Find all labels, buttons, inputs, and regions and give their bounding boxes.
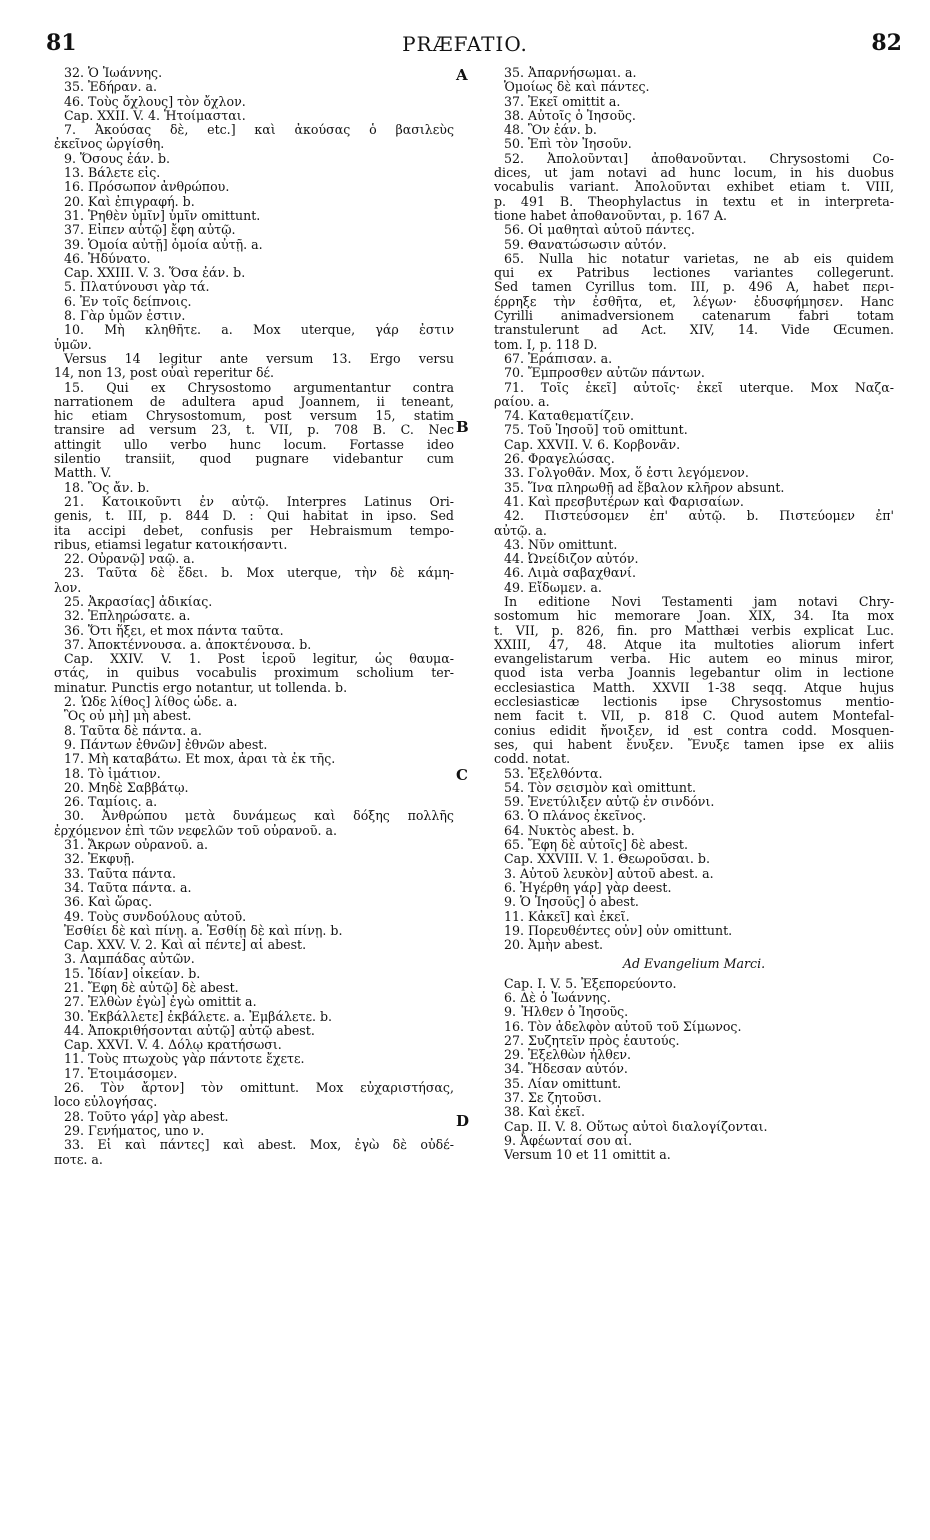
right-column-line: ραίου. a.: [494, 394, 550, 409]
right-column-line: t. VII, p. 826, fin. pro Matthæi verbis explicat Luc.: [494, 623, 894, 638]
right-column-line: 71. Τοῖς ἐκεῖ] αὐτοῖς· ἐκεῖ uterque. Mox Ναζα-: [504, 380, 894, 395]
left-column-line: 27. Ἐλθὼν ἐγὼ] ἐγὼ omittit a.: [64, 995, 257, 1010]
right-column-line: 46. Λιμὰ σαβαχθανί.: [504, 566, 636, 581]
right-column-line: Ad Evangelium Marci.: [622, 956, 766, 972]
left-column-line: 22. Οὐρανῷ] ναῷ. a.: [64, 552, 195, 567]
right-column-line: 65. Nulla hic notatur varietas, ne ab eis quidem: [504, 251, 894, 266]
right-column-line: Versum 10 et 11 omittit a.: [504, 1148, 671, 1163]
left-column-line: 8. Γὰρ ὑμῶν ἐστιν.: [64, 309, 186, 324]
left-column-line: 18. Ὃς ἄν. b.: [64, 480, 150, 495]
right-column-line: 75. Τοῦ Ἰησοῦ] τοῦ omittunt.: [504, 423, 688, 438]
right-column-line: 64. Νυκτὸς abest. b.: [504, 823, 635, 838]
left-column-line: 26. Τὸν ἄρτον] τὸν omittunt. Mox εὐχαριστήσας,: [64, 1081, 454, 1096]
right-column-line: 3. Αὐτοῦ λευκὸν] αὐτοῦ abest. a.: [504, 866, 714, 881]
right-column-line: 44. Ὠνείδιζον αὐτόν.: [504, 552, 639, 567]
left-column-line: 32. Ἐκφυῇ.: [64, 852, 135, 867]
right-column-line: codd. notat.: [494, 752, 571, 767]
left-column-line: minatur. Punctis ergo notantur, ut tollenda. b.: [54, 680, 348, 695]
page-number-right: 82: [871, 30, 902, 56]
right-column-line: 50. Ἐπὶ τὸν Ἰησοῦν.: [504, 137, 632, 152]
left-column-line: Cap. XXII. V. 4. Ἡτοίμασται.: [64, 108, 246, 123]
right-column-line: 34. Ἤδεσαν αὐτόν.: [504, 1062, 628, 1077]
right-column-line: ecclesiastica Matth. XXVII 1-38 seqq. Atque hujus: [494, 680, 894, 695]
left-column-line: 20. Καὶ ἐπιγραφή. b.: [64, 194, 195, 209]
left-column-line: 3. Λαμπάδας αὐτῶν.: [64, 952, 195, 967]
right-column-line: quod ista verba Joannis legebantur olim in lectione: [494, 666, 894, 681]
margin-marker-d: D: [456, 1112, 470, 1130]
left-column-line: 31. Ἄκρων οὐρανοῦ. a.: [64, 838, 209, 853]
left-column-line: attingit ullo verbo hunc locum. Fortasse ideo: [54, 437, 454, 452]
right-column-line: nem facit t. VII, p. 818 C. Quod autem Montefal-: [494, 709, 894, 724]
right-column-line: p. 491 B. Theophylactus in textu et in interpreta-: [494, 194, 894, 209]
right-column-line: 42. Πιστεύσομεν ἐπ' αὐτῷ. b. Πιστεύομεν ἐπ': [504, 509, 894, 524]
right-column-line: Cap. I. V. 5. Ἐξεπορεύοντο.: [504, 976, 677, 991]
left-column-line: ἐκεῖνος ὠργίσθη.: [54, 137, 165, 152]
right-column-line: 56. Οἱ μαθηταὶ αὐτοῦ πάντες.: [504, 223, 695, 238]
right-column-line: 6. Δὲ ὁ Ἰωάννης.: [504, 991, 611, 1005]
right-column-line: 70. Ἔμπροσθεν αὐτῶν πάντων.: [504, 366, 705, 381]
left-column-line: 37. Ἀποκτέννουσα. a. ἀποκτένουσα. b.: [64, 637, 312, 652]
left-column-line: στάς, in quibus vocabulis proximum scholium ter-: [54, 666, 454, 681]
right-column-line: Cap. II. V. 8. Οὕτως αὐτοὶ διαλογίζονται.: [504, 1119, 768, 1134]
left-column-line: transire ad versum 23, t. VII, p. 708 B. C. Nec: [54, 423, 454, 438]
right-column-line: 54. Τὸν σεισμὸν καὶ omittunt.: [504, 780, 697, 795]
page-number-left: 81: [46, 30, 77, 56]
right-column-line: 38. Αὐτοῖς ὁ Ἰησοῦς.: [504, 108, 636, 123]
right-column-line: 53. Ἐξελθόντα.: [504, 766, 603, 781]
right-column-line: ecclesiasticæ lectionis ipse Chrysostomus mentio-: [494, 695, 894, 710]
left-column-line: 31. Ῥηθὲν ὑμῖν] ὑμῖν omittunt.: [64, 208, 261, 223]
left-column-line: ἐρχόμενον ἐπὶ τῶν νεφελῶν τοῦ οὐρανοῦ. a.: [54, 823, 338, 838]
right-column-line: 33. Γολγοθᾶν. Mox, ὅ ἐστι λεγόμενον.: [504, 466, 749, 481]
right-column-line: 26. Φραγελώσας.: [504, 452, 615, 467]
left-column-line: 29. Γενήματος, uno ν.: [64, 1123, 205, 1138]
left-column-line: Ὃς οὐ μὴ] μὴ abest.: [64, 709, 192, 724]
left-column-line: 2. Ὧδε λίθος] λίθος ὧδε. a.: [64, 695, 238, 710]
left-column-line: 21. Ἔφη δὲ αὐτῷ] δὲ abest.: [64, 981, 239, 995]
left-column-line: 17. Μὴ καταβάτω. Et mox, ἆραι τὰ ἐκ τῆς.: [64, 752, 336, 767]
right-column-line: 49. Εἴδωμεν. a.: [504, 580, 602, 595]
left-column-line: 30. Ἀνθρώπου μετὰ δυνάμεως καὶ δόξης πολλῆς: [64, 809, 454, 824]
right-column-line: 11. Κἀκεῖ] καὶ ἐκεῖ.: [504, 909, 630, 924]
left-column-line: 13. Βάλετε εἰς.: [64, 166, 161, 181]
right-column-line: 20. Ἀμὴν abest.: [504, 938, 604, 953]
margin-marker-c: C: [456, 766, 468, 784]
right-column-line: 59. Θανατώσωσιν αὐτόν.: [504, 237, 667, 252]
right-column: [494, 66, 894, 1163]
left-column-line: 9. Ὅσους ἐάν. b.: [64, 151, 171, 166]
left-column-line: 32. Ἐπληρώσατε. a.: [64, 609, 191, 624]
right-column-line: 9. Ἦλθεν ὁ Ἰησοῦς.: [504, 1005, 629, 1020]
right-column-line: sostomum hic memorare Joan. XIX, 34. Ita mox: [494, 609, 894, 624]
left-column-line: 33. Εἰ καὶ πάντες] καὶ abest. Mox, ἐγὼ δὲ οὐδέ-: [64, 1138, 454, 1153]
left-column-line: 33. Ταῦτα πάντα.: [64, 866, 176, 881]
left-column-line: 39. Ὁμοία αὐτῇ] ὁμοία αὐτῇ. a.: [64, 237, 263, 252]
left-column-line: 36. Καὶ ὥρας.: [64, 895, 153, 910]
left-column-line: narrationem de adultera apud Joannem, ii teneant,: [54, 394, 454, 409]
left-column-line: 11. Τοὺς πτωχοὺς γὰρ πάντοτε ἔχετε.: [64, 1052, 305, 1067]
left-column-line: 9. Πάντων ἐθνῶν] ἐθνῶν abest.: [64, 737, 268, 752]
right-column-line: 35. Ἵνα πληρωθῇ ad ἔβαλον κλῆρον absunt.: [504, 480, 785, 495]
left-column-line: ribus, etiamsi legatur κατοικήσαντι.: [54, 537, 288, 552]
right-column-line: 52. Ἀπολοῦνται] ἀποθανοῦνται. Chrysostomi Co-: [504, 151, 894, 166]
left-column-line: λον.: [54, 580, 82, 595]
left-column-line: genis, t. III, p. 844 D. : Qui habitat in ipso. Sed: [54, 509, 454, 524]
right-column-line: dices, ut jam notavi ad hunc locum, in his duobus: [494, 166, 894, 181]
right-column-line: transtulerunt ad Act. XIV, 14. Vide Œcumen.: [494, 323, 894, 338]
right-column-line: 6. Ἠγέρθη γάρ] γὰρ deest.: [504, 880, 672, 895]
left-column-line: Cap. XXIV. V. 1. Post ἱεροῦ legitur, ὡς θαυμα-: [64, 652, 454, 667]
left-column-line: 7. Ἀκούσας δὲ, etc.] καὶ ἀκούσας ὁ βασιλεὺς: [64, 123, 454, 138]
right-column-line: 67. Ἐράπισαν. a.: [504, 351, 613, 366]
left-column-line: 30. Ἐκβάλλετε] ἐκβάλετε. a. Ἐμβάλετε. b.: [64, 1009, 333, 1024]
right-column-line: conius edidit ἤνοιξεν, id est contra codd. Mosquen-: [494, 723, 894, 738]
right-column-line: In editione Novi Testamenti jam notavi Chry-: [504, 594, 894, 609]
right-column-line: qui ex Patribus lectiones variantes collegerunt.: [494, 266, 894, 281]
right-column-line: 16. Τὸν ἀδελφὸν αὐτοῦ τοῦ Σίμωνος.: [504, 1019, 742, 1034]
right-column-line: tom. I, p. 118 D.: [494, 337, 598, 352]
running-title: PRÆFATIO.: [402, 32, 528, 56]
left-column-line: 20. Μηδὲ Σαββάτῳ.: [64, 780, 189, 795]
right-column-line: Cap. XXVIII. V. 1. Θεωροῦσαι. b.: [504, 852, 710, 867]
right-column-line: 35. Λίαν omittunt.: [504, 1076, 622, 1091]
left-column-line: ὑμῶν.: [54, 337, 92, 352]
right-column-line: αὐτῷ. a.: [494, 523, 547, 538]
right-column-line: 38. Καὶ ἐκεῖ.: [504, 1105, 585, 1120]
left-column-line: 46. Τοὺς ὄχλους] τὸν ὄχλον.: [64, 94, 246, 109]
right-column-line: tione habet ἀποθανοῦνται, p. 167 A.: [494, 208, 728, 223]
left-column-line: Matth. V.: [54, 466, 112, 481]
left-column-line: 6. Ἐν τοῖς δείπνοις.: [64, 294, 192, 309]
right-column-line: 74. Καταθεματίζειν.: [504, 409, 635, 424]
left-column-line: 21. Κατοικοῦντι ἐν αὐτῷ. Interpres Latinus Ori-: [64, 494, 454, 509]
left-column-line: 15. Qui ex Chrysostomo argumentantur contra: [64, 380, 454, 395]
left-column-line: 15. Ἰδίαν] οἰκείαν. b.: [64, 966, 201, 981]
right-column-line: 63. Ὁ πλάνος ἐκεῖνος.: [504, 809, 647, 824]
left-column-line: 49. Τοὺς συνδούλους αὐτοῦ.: [64, 909, 247, 924]
left-column-line: ita accipi debet, confusis per Hebraismum tempo-: [54, 523, 454, 538]
right-column-line: 27. Συζητεῖν πρὸς ἑαυτούς.: [504, 1033, 680, 1048]
left-column-line: Cap. XXV. V. 2. Καὶ αἱ πέντε] αἱ abest.: [64, 938, 307, 953]
left-column-line: silentio transiit, quod pugnare videbantur cum: [54, 452, 454, 467]
left-column-line: ποτε. a.: [54, 1152, 103, 1167]
left-column-line: 14, non 13, post οὐαὶ reperitur δέ.: [54, 366, 275, 381]
right-column-line: XXIII, 47, 48. Atque ita multoties aliorum infert: [494, 637, 894, 652]
right-column-line: Cyrilli animadversionem catenarum fabri totam: [494, 309, 894, 324]
right-column-line: 43. Νῦν omittunt.: [504, 537, 618, 552]
left-column-line: 26. Ταμίοις. a.: [64, 795, 158, 810]
left-column-line: 10. Μὴ κληθῆτε. a. Mox uterque, γάρ ἐστιν: [64, 323, 454, 338]
left-column-line: 34. Ταῦτα πάντα. a.: [64, 880, 192, 895]
right-column-line: 37. Ἐκεῖ omittit a.: [504, 94, 621, 109]
margin-marker-b: B: [456, 418, 469, 436]
left-column-line: 18. Τὸ ἱμάτιον.: [64, 766, 161, 781]
left-column: [54, 66, 454, 1167]
right-column-line: 41. Καὶ πρεσβυτέρων καὶ Φαρισαίων.: [504, 494, 744, 509]
left-column-line: Cap. XXVI. V. 4. Δόλῳ κρατήσωσι.: [64, 1038, 282, 1053]
right-column-line: έρρηξε τὴν ἐσθῆτα, et, λέγων· ἐδυσφήμησεν. Hanc: [494, 294, 894, 309]
right-column-line: ses, qui habent ἔνυξεν. Ἔνυξε tamen ipse ex aliis: [494, 737, 894, 752]
right-column-line: 29. Ἐξελθὼν ἦλθεν.: [504, 1048, 632, 1063]
left-column-line: 36. Ὅτι ἥξει, et mox πάντα ταῦτα.: [64, 623, 284, 638]
left-column-line: 28. Τοῦτο γάρ] γὰρ abest.: [64, 1109, 229, 1124]
left-column-line: 5. Πλατύνουσι γὰρ τά.: [64, 280, 210, 295]
left-column-line: 23. Ταῦτα δὲ ἔδει. b. Mox uterque, τὴν δὲ κάμη-: [64, 566, 454, 581]
left-column-line: Ἐσθίει δὲ καὶ πίνῃ. a. Ἐσθίῃ δὲ καὶ πίνῃ. b.: [64, 923, 343, 938]
right-column-line: 19. Πορευθέντες οὖν] οὖν omittunt.: [504, 923, 733, 938]
left-column-line: 25. Ἀκρασίας] ἀδικίας.: [64, 594, 213, 609]
left-column-line: Cap. XXIII. V. 3. Ὅσα ἐάν. b.: [64, 266, 246, 281]
left-column-line: Versus 14 legitur ante versum 13. Ergo versu: [64, 351, 454, 366]
right-column-line: Ὁμοίως δὲ καὶ πάντες.: [504, 80, 650, 95]
right-column-line: 48. Ὃν ἐάν. b.: [504, 123, 597, 138]
right-column-line: evangelistarum verba. Hic autem eo minus miror,: [494, 652, 894, 667]
right-column-line: 59. Ἐνετύλιξεν αὐτῷ ἐν σινδόνι.: [504, 795, 715, 810]
right-column-line: 37. Σε ζητοῦσι.: [504, 1091, 602, 1106]
right-column-line: 9. Ἀφέωνταί σου αἱ.: [504, 1133, 633, 1148]
right-column-line: vocabulis variant. Ἀπολοῦνται exhibet etiam t. VIII,: [494, 180, 894, 195]
right-column-line: 35. Ἀπαρνήσωμαι. a.: [504, 66, 637, 80]
right-column-line: 65. Ἔφη δὲ αὐτοῖς] δὲ abest.: [504, 838, 688, 853]
right-column-line: Cap. XXVII. V. 6. Κορβονᾶν.: [504, 437, 681, 452]
page-header: [0, 30, 930, 60]
left-column-line: 35. Ἐδήραν. a.: [64, 80, 157, 95]
left-column-line: 44. Ἀποκριθήσονται αὐτῷ] αὐτῷ abest.: [64, 1023, 315, 1038]
left-column-line: hic etiam Chrysostomum, post versum 15, statim: [54, 409, 454, 424]
left-column-line: 32. Ὁ Ἰωάννης.: [64, 66, 163, 80]
left-column-line: 8. Ταῦτα δὲ πάντα. a.: [64, 723, 202, 738]
left-column-line: 16. Πρόσωπον ἀνθρώπου.: [64, 180, 230, 195]
left-column-line: loco εὐλογήσας.: [54, 1095, 158, 1110]
right-column-line: 9. Ὁ Ἰησοῦς] ὁ abest.: [504, 895, 639, 910]
left-column-line: 17. Ἑτοιμάσομεν.: [64, 1066, 178, 1081]
left-column-line: 37. Εἶπεν αὐτῷ] ἔφη αὐτῷ.: [64, 223, 236, 238]
left-column-line: 46. Ἠδύνατο.: [64, 251, 151, 266]
right-column-line: Sed tamen Cyrillus tom. III, p. 496 A, habet περι-: [494, 280, 894, 295]
margin-marker-a: A: [456, 66, 468, 84]
